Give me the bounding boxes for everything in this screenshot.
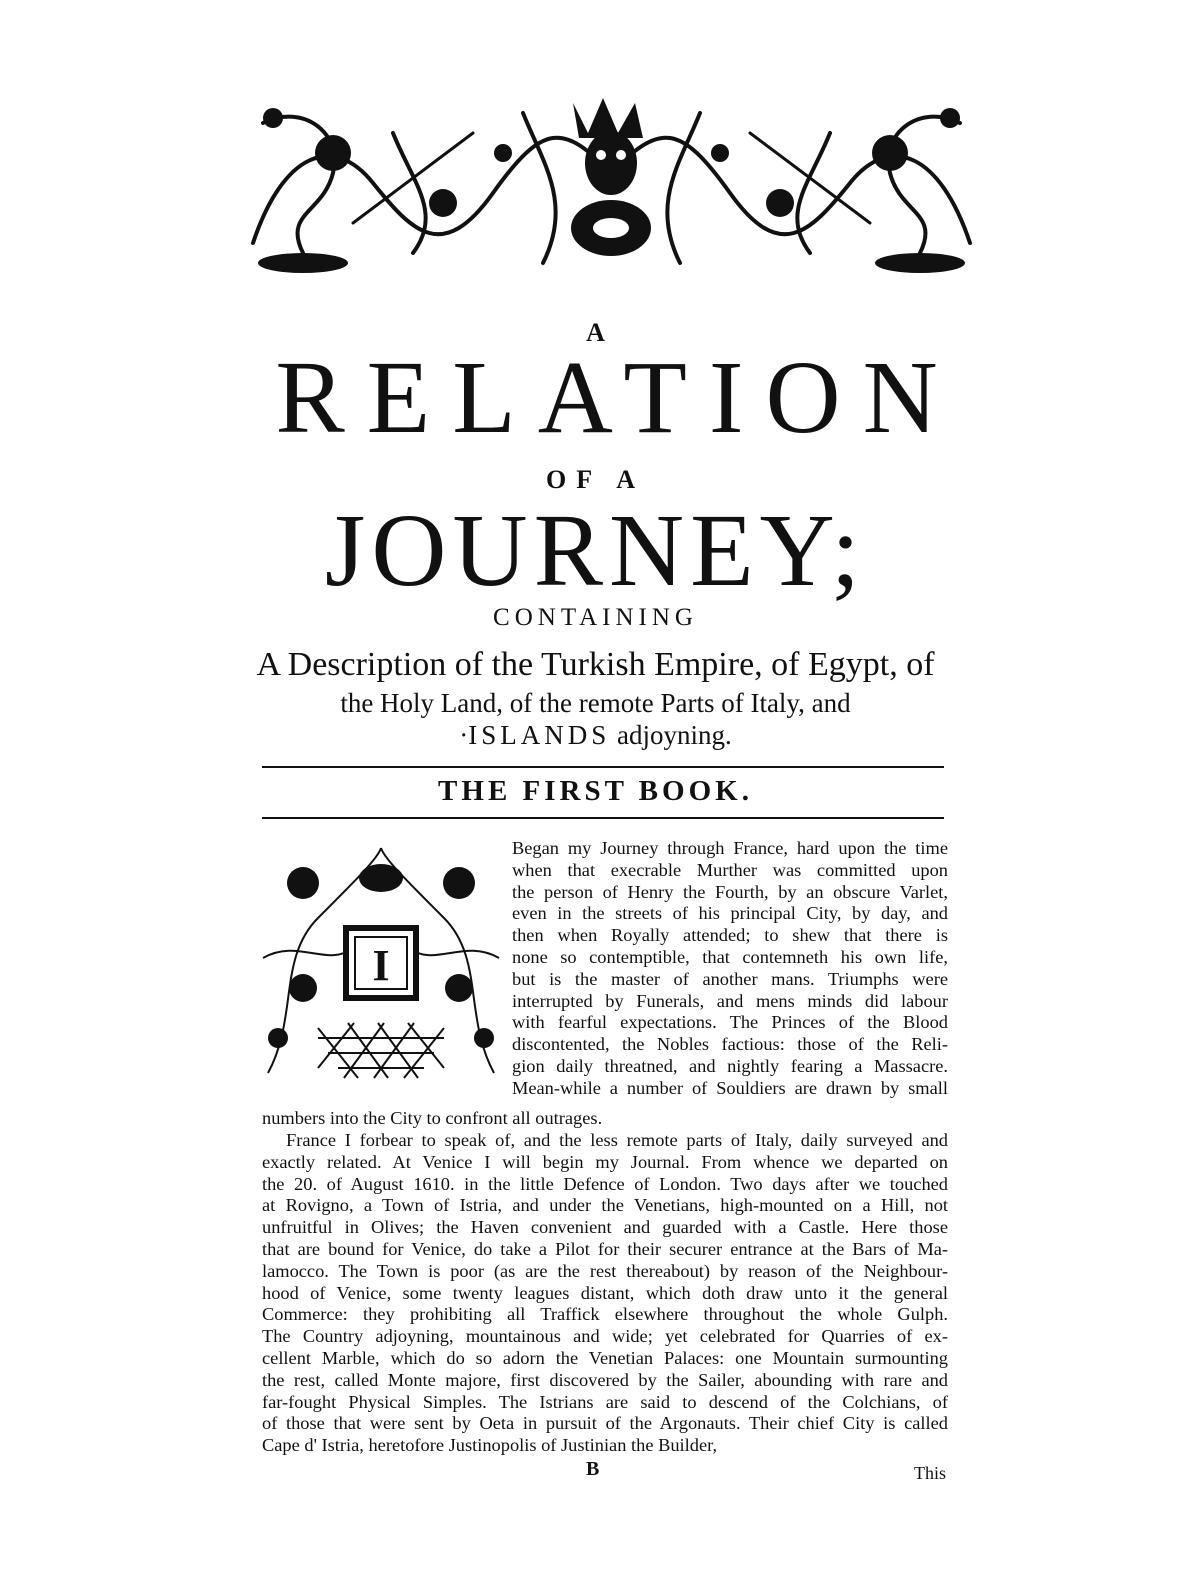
text-line: exactly related. At Venice I will begin my Journal. From whence we departed on — [262, 1151, 948, 1172]
bottom-rule — [262, 817, 944, 819]
text-line: Cape d' Istria, heretofore Justinopolis of Justinian the Builder, — [262, 1435, 718, 1456]
title-of-a: OF A — [546, 465, 645, 494]
text-line: when that execrable Murther was committed upon — [512, 859, 948, 880]
signature-mark: B — [586, 1458, 600, 1480]
text-line: lamocco. The Town is poor (as are the rest thereabout) by reason of the Neighbour- — [262, 1260, 948, 1281]
text-line: France I forbear to speak of, and the less remote parts of Italy, daily surveyed and — [286, 1130, 948, 1150]
text-line: Commerce: they prohibiting all Traffick elsewhere throughout the whole Gulph. — [262, 1304, 948, 1325]
text-line: even in the streets of his principal City, by day, and — [512, 903, 948, 924]
text-line: unfruitful in Olives; the Haven convenient and guarded with a Castle. Here those — [262, 1217, 948, 1238]
text-line: Mean-while a number of Souldiers are drawn by small — [512, 1077, 948, 1098]
text-line: numbers into the City to confront all outrages. — [262, 1108, 603, 1128]
subtitle-islands: ISLANDS — [468, 720, 611, 750]
subtitle-adjoyning: adjoyning. — [617, 720, 732, 750]
text-line: with fearful expectations. The Princes of the Blood — [512, 1012, 948, 1033]
text-line: the person of Henry the Fourth, by an obscure Varlet, — [512, 881, 948, 902]
text-line: interrupted by Funerals, and mens minds did labour — [512, 990, 948, 1011]
text-line: of those that were sent by Oeta in pursuit of the Argonauts. Their chief City is called — [262, 1413, 948, 1434]
paragraph-1-wrapped — [512, 838, 948, 1100]
text-line: gion daily threatned, and nightly fearing a Massacre. — [512, 1055, 948, 1076]
text-line: none so contemptible, that contemneth his own life, — [512, 946, 948, 967]
text-line: the 20. of August 1610. in the little Defence of London. Two days after we touched — [262, 1173, 948, 1194]
title-journey: JOURNEY; — [324, 493, 867, 608]
text-line: but is the master of another mans. Triumphs were — [512, 968, 948, 989]
text-line: hood of Venice, some twenty leagues distant, which doth draw unto it the general — [262, 1282, 948, 1303]
text-line: that are bound for Venice, do take a Pilot for their securer entrance at the Bars of Ma- — [262, 1238, 948, 1259]
decorated-initial — [258, 838, 504, 1083]
subtitle-line-1: A Description of the Turkish Empire, of Egypt, of — [256, 646, 935, 683]
text-line: The Country adjoyning, mountainous and wide; yet celebrated for Quarries of ex- — [262, 1326, 948, 1347]
text-line: far-fought Physical Simples. The Istrians are said to descend of the Colchians, of — [262, 1391, 948, 1412]
text-line: cellent Marble, which do so adorn the Venetian Palaces: one Mountain surmounting — [262, 1347, 948, 1368]
text-line: the rest, called Monte majore, first discovered by the Sailer, abounding with rare and — [262, 1369, 948, 1390]
subtitle-line-2: the Holy Land, of the remote Parts of Italy, and — [340, 688, 851, 718]
text-line: Began my Journey through France, hard upon the time — [512, 838, 948, 858]
ornamental-headpiece — [243, 93, 980, 281]
catchword: This — [914, 1463, 947, 1483]
paragraph-2 — [262, 1130, 948, 1457]
book-heading: THE FIRST BOOK. — [438, 775, 753, 807]
subtitle-line-3: ·ISLANDS adjoyning. — [459, 720, 732, 750]
initial-letter: I — [372, 941, 390, 990]
text-line: at Rovigno, a Town of Istria, and under the Venetians, high-mounted on a Hill, not — [262, 1195, 948, 1216]
title-article: A — [586, 318, 605, 347]
title-containing: CONTAINING — [493, 604, 698, 631]
text-line: then when Royally attended; to shew that there is — [512, 925, 948, 946]
paragraph-1-continued — [262, 1108, 948, 1130]
text-line: discontented, the Nobles factious: those of the Reli- — [512, 1034, 948, 1055]
top-rule — [262, 766, 944, 768]
title-relation: RELATION — [275, 340, 960, 455]
